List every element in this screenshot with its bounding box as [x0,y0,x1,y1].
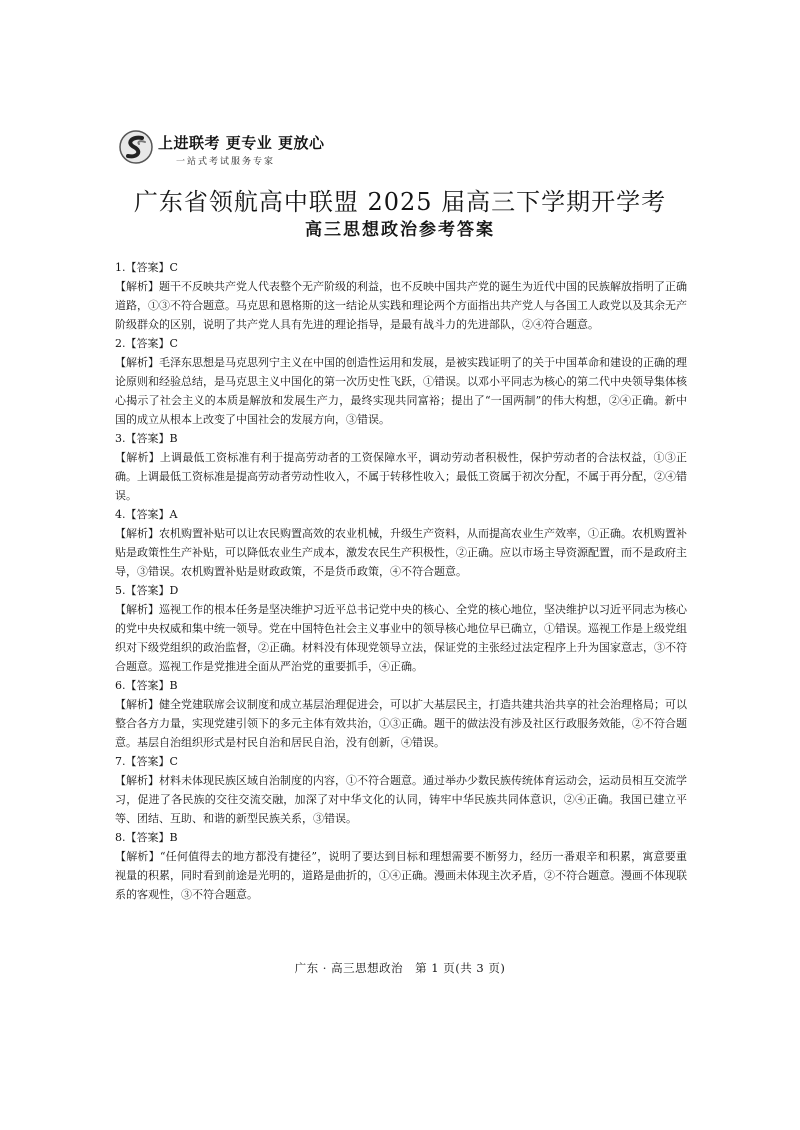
question-item [115,581,687,676]
question-analysis: 【解析】题干不反映共产党人代表整个无产阶级的利益，也不反映中国共产党的诞生为近代中国的民族解放指明了正确道路，①③不符合题意。马克思和恩格斯的这一结论从实践和理论两个方面指出共产党人与各国工人政党以及其余无产阶级群众的区别，说明了共产党人具有先进的理论指导，是最有战斗力的先进部队，②④符合题意。 [115,280,687,331]
page-footer: 广东 · 高三思想政治 第 1 页(共 3 页) [294,961,506,975]
question-answer: 3.【答案】B [115,432,178,445]
question-answer: 6.【答案】B [115,679,178,692]
question-analysis: 【解析】“任何值得去的地方都没有捷径”，说明了要达到目标和理想需要不断努力，经历一番艰辛和积累，寓意要重视量的积累，同时看到前途是光明的，道路是曲折的，①④正确。漫画未体现主次矛盾，②不符合题意。漫画不体现联系的客观性，③不符合题意。 [115,850,687,901]
question-analysis: 【解析】上调最低工资标准有利于提高劳动者的工资保障水平，调动劳动者积极性，保护劳动者的合法权益，①③正确。上调最低工资标准是提高劳动者劳动性收入，不属于转移性收入；最低工资属于初次分配，不属于再分配，②④错误。 [115,451,687,502]
question-item [115,429,687,505]
question-answer: 8.【答案】B [115,831,178,844]
question-analysis: 【解析】健全党建联席会议制度和成立基层治理促进会，可以扩大基层民主，打造共建共治共享的社会治理格局；可以整合各方力量，实现党建引领下的多元主体有效共治，①③正确。题干的做法没有涉及社区行政服务效能，②不符合题意。基层自治组织形式是村民自治和居民自治，没有创新，④错误。 [115,698,687,749]
logo-tagline: 一站式考试服务专家 [176,157,276,167]
question-analysis: 【解析】巡视工作的根本任务是坚决维护习近平总书记党中央的核心、全党的核心地位，坚决维护以习近平同志为核心的党中央权威和集中统一领导。党在中国特色社会主义事业中的领导核心地位早已确立，①错误。巡视工作是上级党组织对下级党组织的政治监督，②正确。材料没有体现党领导立法，保证党的主张经过法定程序上升为国家意志，③不符合题意。巡视工作是党推进全面从严治党的重要抓手，④正确。 [115,603,687,673]
question-analysis: 【解析】农机购置补贴可以让农民购置高效的农业机械，升级生产资料，从而提高农业生产效率，①正确。农机购置补贴是政策性生产补贴，可以降低农业生产成本，激发农民生产积极性，②正确。应以市场主导资源配置，而不是政府主导，③错误。农机购置补贴是财政政策，不是货币政策，④不符合题意。 [115,527,687,578]
question-answer: 4.【答案】A [115,508,178,521]
answer-list [115,258,687,904]
question-item [115,505,687,581]
spiral-s-logo-icon [118,129,154,165]
question-item [115,676,687,752]
question-answer: 7.【答案】C [115,755,178,768]
question-item [115,752,687,828]
question-answer: 5.【答案】D [115,584,179,597]
logo-slogan: 上进联考 更专业 更放心 [158,134,325,152]
question-item [115,258,687,334]
question-analysis: 【解析】材料未体现民族区域自治制度的内容，①不符合题意。通过举办少数民族传统体育运动会，运动员相互交流学习，促进了各民族的交往交流交融，加深了对中华文化的认同，铸牢中华民族共同体意识，②④正确。我国已建立平等、团结、互助、和谐的新型民族关系，③错误。 [115,774,687,825]
question-item [115,828,687,904]
question-analysis: 【解析】毛泽东思想是马克思列宁主义在中国的创造性运用和发展，是被实践证明了的关于中国革命和建设的正确的理论原则和经验总结，是马克思主义中国化的第一次历史性飞跃，①错误。以邓小平同志为核心的第二代中央领导集体核心揭示了社会主义的本质是解放和发展生产力，最终实现共同富裕；提出了“一国两制”的伟大构想，②④正确。新中国的成立从根本上改变了中国社会的发展方向，③错误。 [115,356,687,426]
question-answer: 2.【答案】C [115,337,178,350]
page-title: 广东省领航高中联盟 2025 届高三下学期开学考 [133,188,667,216]
question-answer: 1.【答案】C [115,261,178,274]
publisher-logo [118,127,325,171]
question-item [115,334,687,429]
page-subtitle: 高三思想政治参考答案 [305,220,495,240]
